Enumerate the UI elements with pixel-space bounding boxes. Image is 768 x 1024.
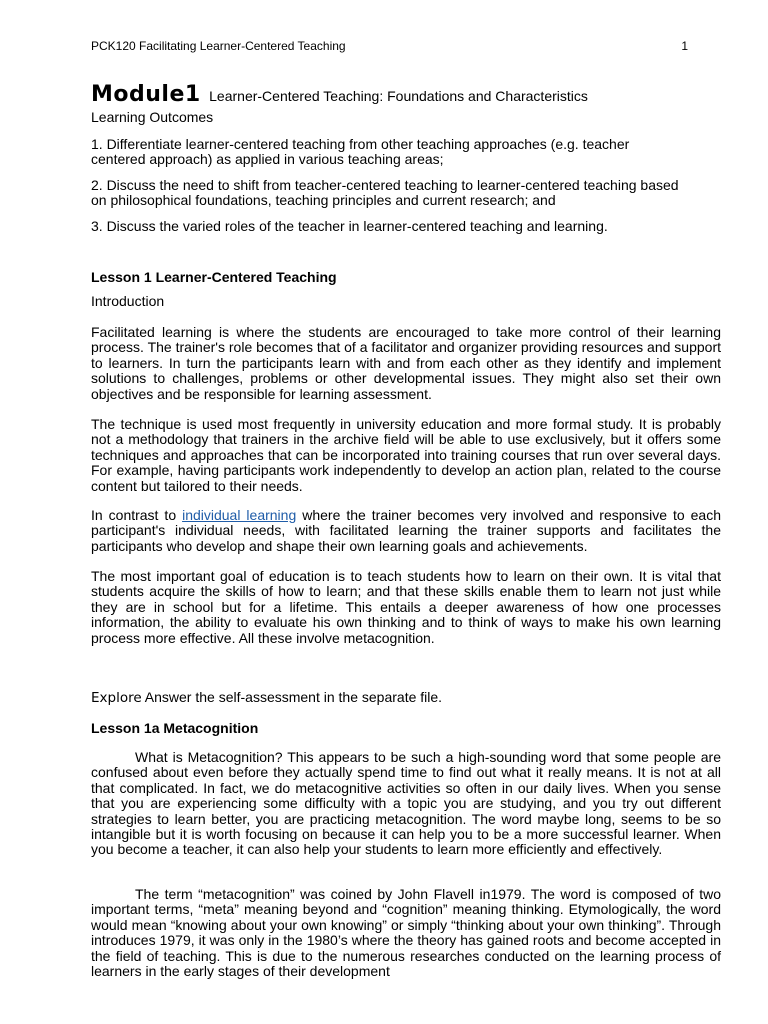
lesson-1-title: Lesson 1 Learner-Centered Teaching xyxy=(91,269,337,285)
individual-learning-link[interactable]: individual learning xyxy=(182,507,297,523)
module-label: Module1 xyxy=(91,82,201,107)
lesson-1-contrast-paragraph xyxy=(91,508,721,554)
lesson-1-goal-paragraph: The most important goal of education is to teach students how to learn on their own. It is vital that students acquire the skills of how to learn; and that these skills enable them to learn not just while they are in school but for a lifetime. This entails a deeper awareness of how one processes information, the ability to evaluate his own thinking and to think of ways to make his own learning process more effective. All these involve metacognition. xyxy=(91,568,721,646)
learning-outcome-3: 3. Discuss the varied roles of the teacher in learner-centered teaching and learning. xyxy=(91,218,608,234)
lesson-1a-title: Lesson 1a Metacognition xyxy=(91,720,259,736)
contrast-text-before: In contrast to xyxy=(91,507,183,523)
explore-line xyxy=(91,690,721,706)
module-heading xyxy=(91,82,731,107)
lesson-1-paragraph: The technique is used most frequently in university education and more formal study. It is probably not a methodology that trainers in the archive field will be able to use exclusively, but it offers some techniques and approaches that can be incorporated into training courses that run over several days. For example, having participants work independently to develop an action plan, related to the course content but tailored to their needs. xyxy=(91,416,721,494)
explore-text: Answer the self-assessment in the separate file. xyxy=(141,689,443,705)
contrast-text-after: where the trainer becomes very involved and responsive to each participant's individual needs, with facilitated learning the trainer supports and facilitates the participants who develop and shape their own learning goals and achievements. xyxy=(91,507,721,554)
page-header xyxy=(91,39,691,53)
learning-outcome-1: 1. Differentiate learner-centered teaching from other teaching approaches (e.g. teacher centered approach) as applied in various teaching areas; xyxy=(91,136,630,168)
explore-label: Explore xyxy=(91,690,142,706)
page-number: 1 xyxy=(681,39,688,53)
learning-outcomes-title: Learning Outcomes xyxy=(91,109,214,125)
module-subtitle: Learner-Centered Teaching: Foundations and Characteristics xyxy=(209,88,588,104)
lesson-1-paragraph: Facilitated learning is where the students are encouraged to take more control of their learning process. The trainer's role becomes that of a facilitator and organizer providing resources and support to learners. In turn the participants learn with and from each other as they identify and implement solutions to challenges, problems or other developmental issues. They might also set their own objectives and be responsible for learning assessment. xyxy=(91,324,721,402)
metacognition-paragraph: What is Metacognition? This appears to be such a high-sounding word that some people are confused about even before they actually spend time to find out what it really means. It is not at all that complicated. In fact, we do metacognitive activities so often in our daily lives. When you sense that you are experiencing some difficulty with a topic you are studying, and you try out different strategies to learn better, you are practicing metacognition. The word maybe long, seems to be so intangible but it is worth focusing on because it can help you to be a more successful learner. When you become a teacher, it can also help your students to learn more efficiently and effectively. xyxy=(91,749,721,858)
learning-outcome-2: 2. Discuss the need to shift from teacher-centered teaching to learner-centered teaching based on philosophical foundations, teaching principles and current research; and xyxy=(91,177,679,209)
metacognition-paragraph: The term “metacognition” was coined by John Flavell in1979. The word is composed of two important terms, “meta” meaning beyond and “cognition” meaning thinking. Etymologically, the word would mean “knowing about your own knowing” or simply “thinking about your own thinking”. Through introduces 1979, it was only in the 1980’s where the theory has gained roots and become accepted in the field of teaching. This is due to the numerous researches conducted on the learning process of learners in the early stages of their development xyxy=(91,886,721,980)
introduction-label: Introduction xyxy=(91,293,165,309)
course-title: PCK120 Facilitating Learner-Centered Teaching xyxy=(91,39,346,53)
